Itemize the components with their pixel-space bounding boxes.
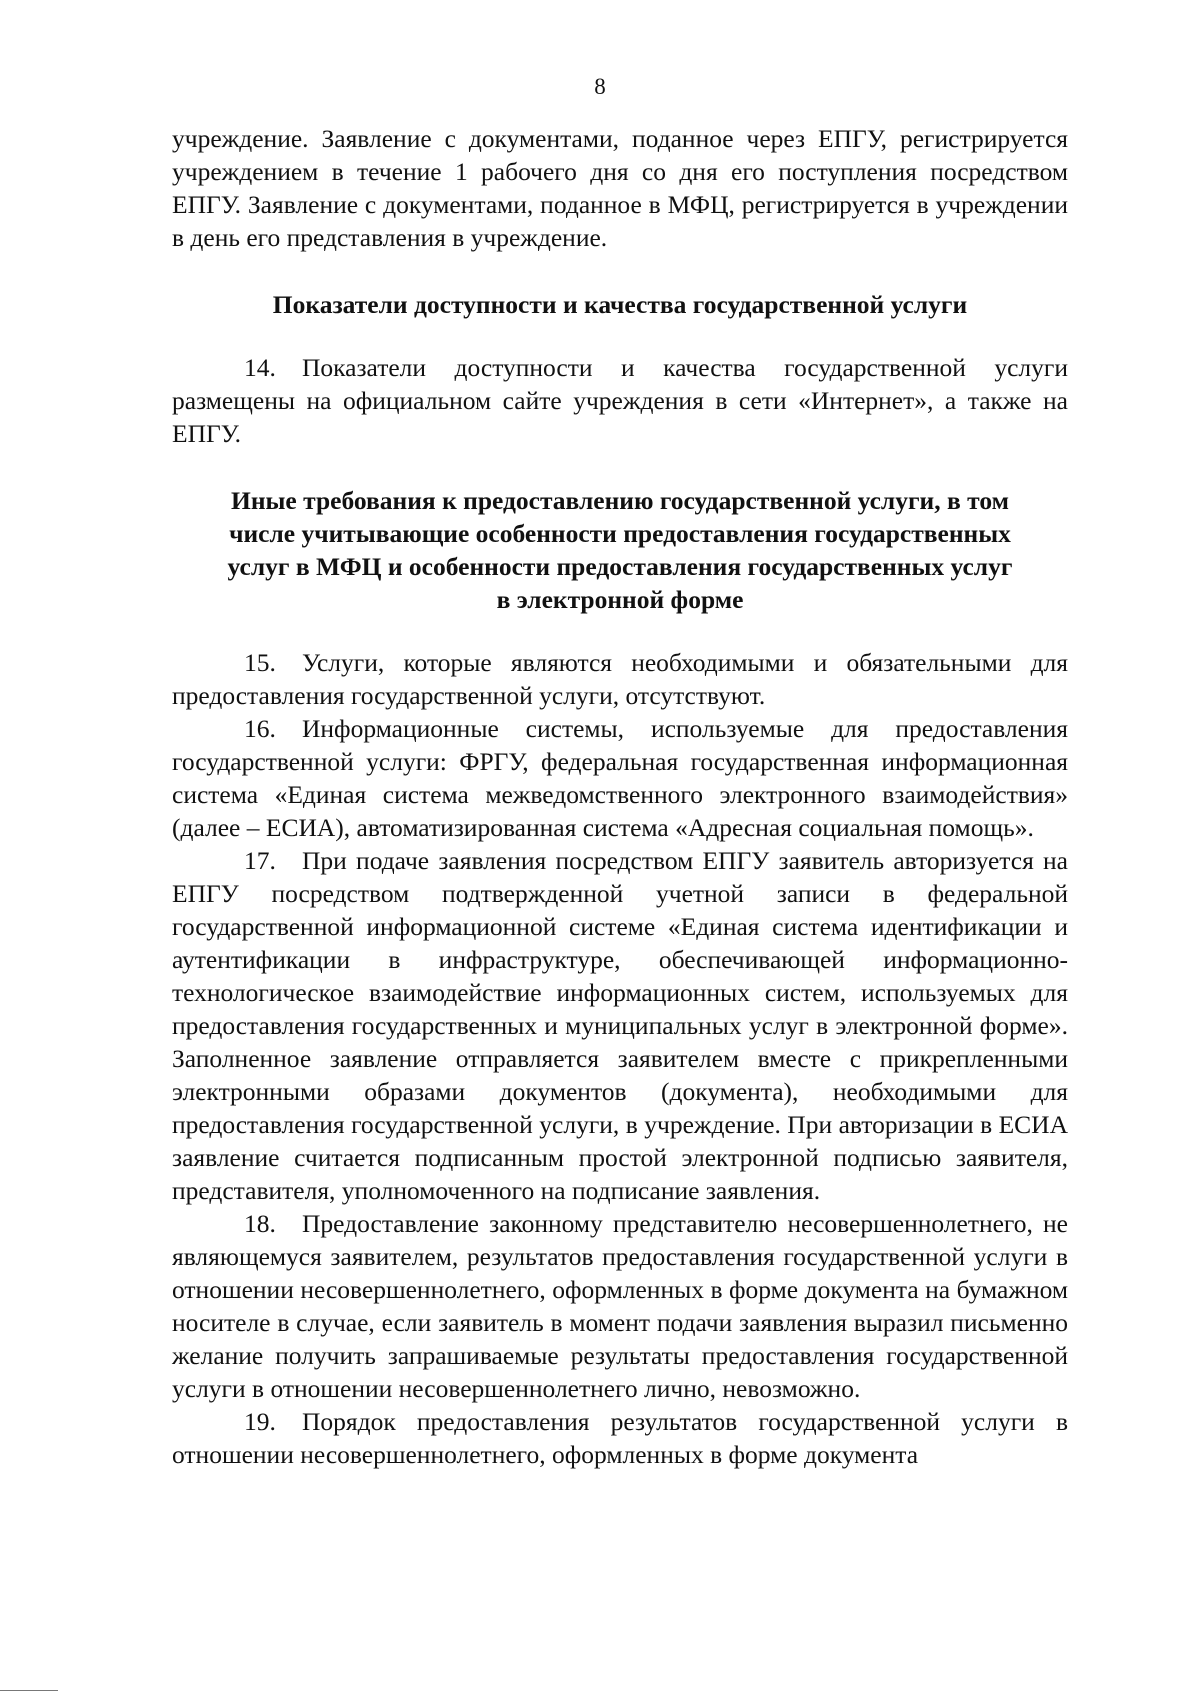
- item-19: [172, 1405, 1068, 1471]
- heading-line: услуг в МФЦ и особенности предоставления государственных услуг: [227, 552, 1013, 581]
- item-text: Порядок предоставления результатов государственной услуги в отношении несовершеннолетнего, оформленных в форме документа: [172, 1407, 1068, 1469]
- item-17: [172, 844, 1068, 1207]
- item-number: 14.: [244, 353, 276, 382]
- section-heading-quality: Показатели доступности и качества государственной услуги: [272, 290, 968, 319]
- item-number: 19.: [244, 1407, 276, 1436]
- item-number: 15.: [244, 648, 276, 677]
- item-15: [172, 646, 1068, 712]
- item-text: Услуги, которые являются необходимыми и обязательными для предоставления государственной услуги, отсутствуют.: [172, 648, 1068, 710]
- item-14: [172, 351, 1068, 450]
- footer-rule: [0, 1690, 58, 1691]
- item-16: [172, 712, 1068, 844]
- page-content: [172, 122, 1068, 1471]
- item-text: Информационные системы, используемые для предоставления государственной услуги: ФРГУ, федеральная государственная информационная система «Единая система межведомственного электронного взаимодействия» (далее – ЕСИА), автоматизированная система «Адресная социальная помощь».: [172, 714, 1068, 842]
- item-number: 18.: [244, 1209, 276, 1238]
- paragraph-intro: учреждение. Заявление с документами, поданное через ЕПГУ, регистрируется учреждением в течение 1 рабочего дня со дня его поступления посредством ЕПГУ. Заявление с документами, поданное в МФЦ, регистрируется в учреждении в день его представления в учреждение.: [172, 124, 1068, 252]
- item-text: При подаче заявления посредством ЕПГУ заявитель авторизуется на ЕПГУ посредством подтвержденной учетной записи в федеральной государственной информационной системе «Единая система идентификации и аутентификации в инфраструктуре, обеспечивающей информационно-технологическое взаимодействие информационных систем, используемых для предоставления государственных и муниципальных услуг в электронной форме». Заполненное заявление отправляется заявителем вместе с прикрепленными электронными образами документов (документа), необходимыми для предоставления государственной услуги, в учреждение. При авторизации в ЕСИА заявление считается подписанным простой электронной подписью заявителя, представителя, уполномоченного на подписание заявления.: [172, 846, 1068, 1205]
- item-18: [172, 1207, 1068, 1405]
- heading-line: Иные требования к предоставлению государственной услуги, в том: [231, 486, 1009, 515]
- heading-line: числе учитывающие особенности предоставления государственных: [229, 519, 1011, 548]
- item-number: 17.: [244, 846, 276, 875]
- item-number: 16.: [244, 714, 276, 743]
- heading-line: в электронной форме: [496, 585, 744, 614]
- item-text: Предоставление законному представителю несовершеннолетнего, не являющемуся заявителем, результатов предоставления государственной услуги в отношении несовершеннолетнего, оформленных в форме документа на бумажном носителе в случае, если заявитель в момент подачи заявления выразил письменно желание получить запрашиваемые результаты предоставления государственной услуги в отношении несовершеннолетнего лично, невозможно.: [172, 1209, 1068, 1403]
- item-text: Показатели доступности и качества государственной услуги размещены на официальном сайте учреждения в сети «Интернет», а также на ЕПГУ.: [172, 353, 1068, 448]
- section-heading-other-requirements: [172, 484, 1068, 616]
- page-number: 8: [594, 74, 606, 99]
